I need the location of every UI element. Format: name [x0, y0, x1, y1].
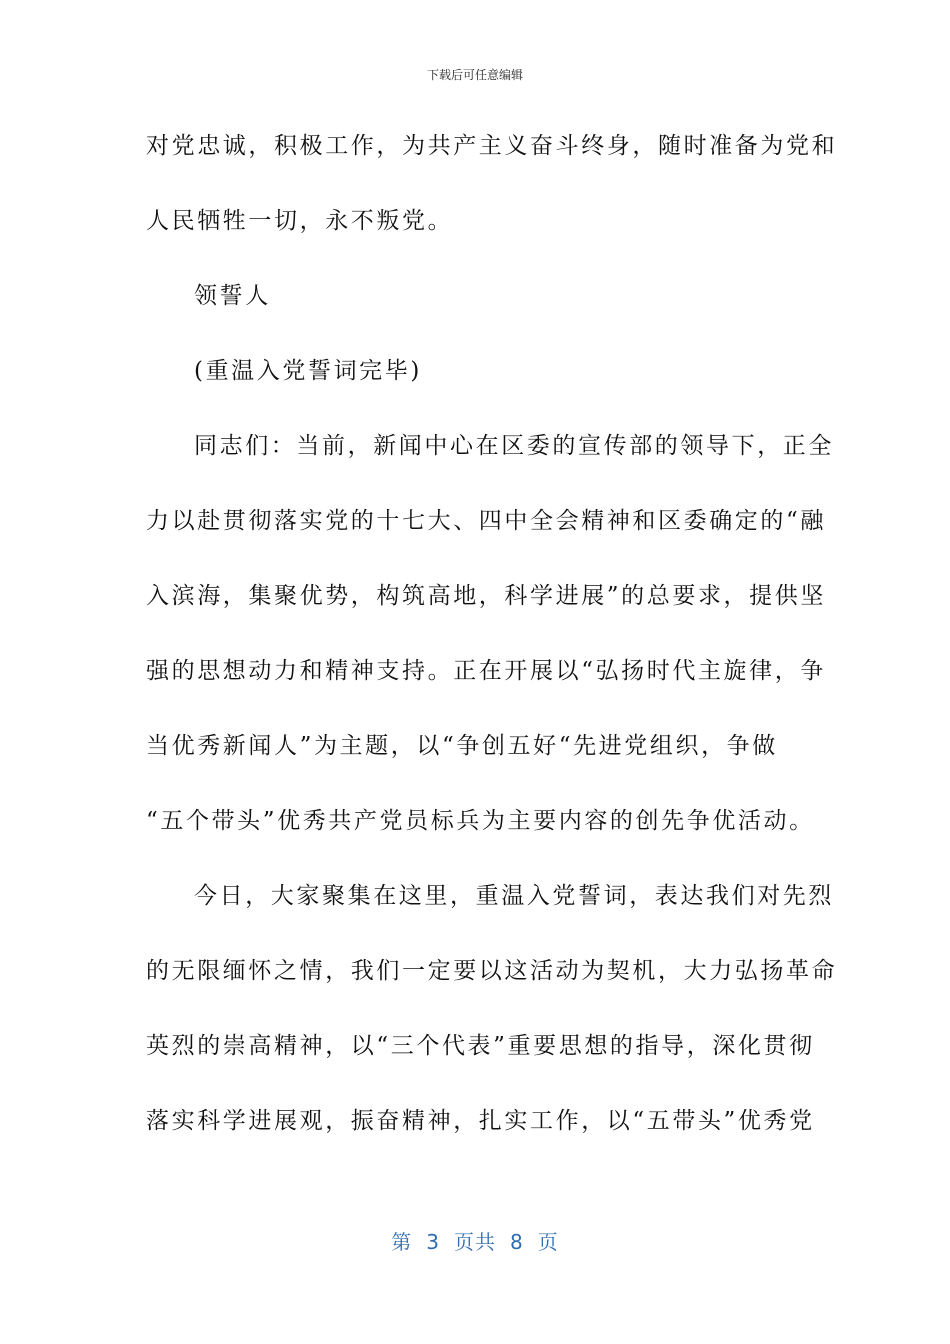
body-line: 入滨海，集聚优势，构筑高地，科学进展”的总要求，提供坚: [146, 583, 826, 609]
body-line: 英烈的崇高精神，以“三个代表”重要思想的指导，深化贯彻: [146, 1033, 815, 1059]
body-line: “五个带头”优秀共产党员标兵为主要内容的创先争优活动。: [146, 808, 815, 834]
body-line: 力以赴贯彻落实党的十七大、四中全会精神和区委确定的“融: [146, 508, 826, 534]
header-note: 下载后可任意编辑: [426, 68, 523, 82]
paragraph-start: 同志们：当前，新闻中心在区委的宣传部的领导下，正全: [194, 433, 834, 459]
body-line: 的无限缅怀之情，我们一定要以这活动为契机，大力弘扬革命: [146, 958, 838, 984]
page-middle: 页共: [454, 1230, 496, 1254]
total-pages: 8: [510, 1230, 524, 1254]
body-line: 人民牺牲一切，永不叛党。: [146, 208, 454, 234]
body-line: 强的思想动力和精神支持。正在开展以“弘扬时代主旋律，争: [146, 658, 826, 684]
signatory-label: 领誓人: [194, 283, 271, 309]
body-line: 当优秀新闻人”为主题，以“争创五好“先进党组织，争做: [146, 733, 778, 759]
body-line: 落实科学进展观，振奋精神，扎实工作，以“五带头”优秀党: [146, 1108, 815, 1134]
page-number-footer: [0, 1226, 950, 1255]
body-line: (重温入党誓词完毕): [194, 358, 422, 384]
page-prefix: 第: [391, 1230, 413, 1254]
current-page: 3: [426, 1230, 440, 1254]
document-body: [146, 118, 838, 1168]
body-line: 对党忠诚，积极工作，为共产主义奋斗终身，随时准备为党和: [146, 133, 838, 159]
paragraph-start: 今日，大家聚集在这里，重温入党誓词，表达我们对先烈: [194, 883, 834, 909]
page-suffix: 页: [537, 1230, 559, 1254]
